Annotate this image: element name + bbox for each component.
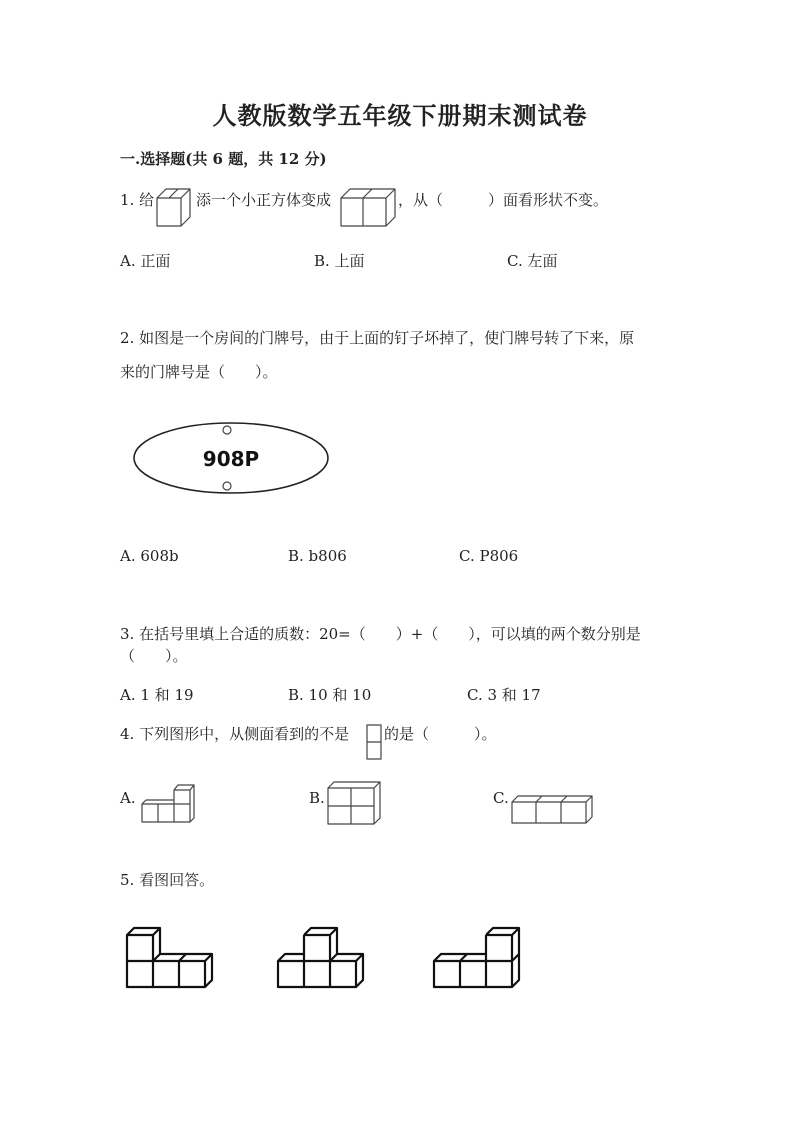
q1-prefix: 1. 给 bbox=[120, 191, 155, 209]
q1-figure-three-cubes-icon bbox=[340, 186, 396, 228]
q4-option-a-label: A. bbox=[120, 789, 136, 807]
section-heading: 一.选择题(共 6 题，共 12 分) bbox=[120, 150, 327, 168]
q4-option-c-label: C. bbox=[493, 789, 509, 807]
q1-suffix: ，从（ ）面看形状不变。 bbox=[398, 191, 609, 209]
q4-option-b-label: B. bbox=[309, 789, 325, 807]
q2-option-a: A. 608b bbox=[120, 547, 179, 565]
q3-option-a: A. 1 和 19 bbox=[120, 686, 194, 704]
q3-option-b: B. 10 和 10 bbox=[288, 686, 372, 704]
q4-two-stacked-squares-icon bbox=[366, 724, 382, 760]
q2-line2: 来的门牌号是（ ）。 bbox=[120, 363, 278, 381]
q3-option-c: C. 3 和 17 bbox=[467, 686, 541, 704]
q4-option-a-figure bbox=[138, 782, 196, 824]
q1-option-a: A. 正面 bbox=[120, 252, 171, 270]
q5-figure-3 bbox=[431, 922, 523, 992]
q4-suffix: 的是（ ）。 bbox=[384, 725, 497, 743]
q3-line1: 3. 在括号里填上合适的质数：20=（ ）+（ ），可以填的两个数分别是 bbox=[120, 625, 641, 643]
q1-option-c: C. 左面 bbox=[507, 252, 558, 270]
q5-text: 5. 看图回答。 bbox=[120, 871, 215, 889]
q2-sign-number: 908P bbox=[202, 447, 260, 471]
q4-option-b-figure bbox=[326, 780, 382, 826]
q5-figure-1 bbox=[124, 922, 216, 992]
q2-option-b: B. b806 bbox=[288, 547, 347, 565]
q2-door-sign-figure bbox=[130, 418, 334, 498]
q2-option-c: C. P806 bbox=[459, 547, 519, 565]
q1-middle-text: 添一个小正方体变成 bbox=[196, 191, 332, 209]
q4-option-c-figure bbox=[510, 793, 594, 825]
q2-line1: 2. 如图是一个房间的门牌号，由于上面的钉子坏掉了，使门牌号转了下来，原 bbox=[120, 329, 635, 347]
document-title: 人教版数学五年级下册期末测试卷 bbox=[212, 101, 588, 130]
q3-line2: （ ）。 bbox=[120, 647, 188, 665]
q1-figure-two-cubes-icon bbox=[156, 186, 192, 228]
q1-option-b: B. 上面 bbox=[314, 252, 365, 270]
q5-figure-2 bbox=[275, 922, 367, 992]
q4-prefix: 4. 下列图形中，从侧面看到的不是 bbox=[120, 725, 350, 743]
